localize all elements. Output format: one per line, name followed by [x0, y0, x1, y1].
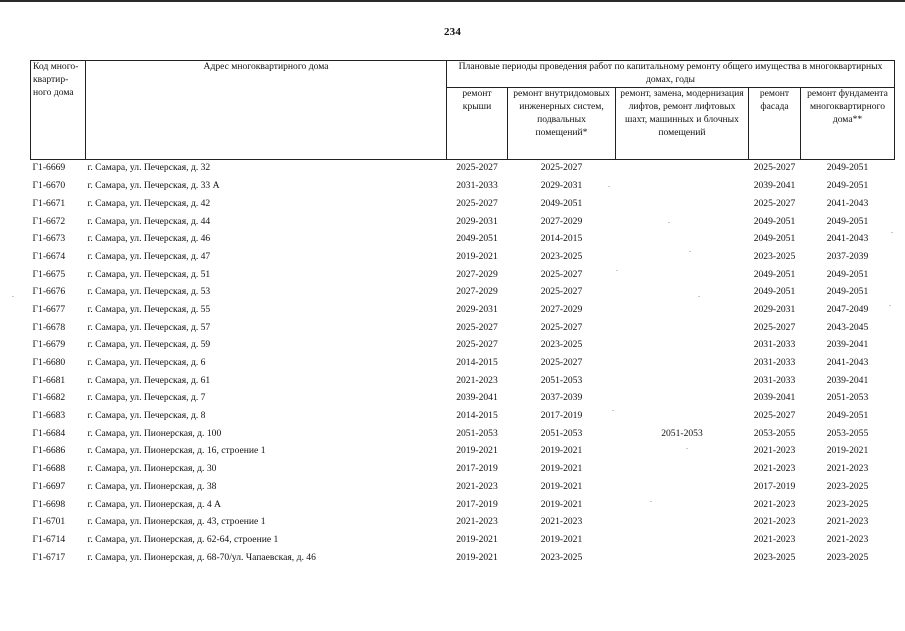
- cell-facade: 2039-2041: [753, 392, 796, 404]
- cell-lifts: [616, 248, 749, 266]
- table-row: [31, 302, 895, 320]
- cell-code: Г1-6717: [32, 551, 66, 563]
- cell-roof: 2025-2027: [456, 197, 498, 209]
- cell-facade: 2021-2023: [753, 463, 796, 475]
- cell-foundation: 2049-2051: [826, 268, 869, 280]
- cell-code: Г1-6676: [32, 286, 66, 298]
- cell-roof: 2014-2015: [456, 410, 498, 422]
- table-row: [31, 549, 895, 567]
- table-row: [31, 461, 895, 479]
- table-row: [31, 425, 895, 443]
- cell-code: Г1-6698: [32, 498, 66, 510]
- cell-address: г. Самара, ул. Печерская, д. 6: [87, 357, 206, 368]
- cell-roof: 2051-2053: [456, 427, 498, 439]
- cell-address: г. Самара, ул. Пионерская, д. 38: [87, 480, 217, 492]
- cell-lifts: [616, 284, 749, 302]
- cell-code: Г1-6681: [32, 374, 66, 386]
- cell-internal-systems: 2014-2015: [540, 233, 583, 245]
- page-number: 234: [443, 26, 462, 38]
- cell-internal-systems: 2027-2029: [540, 215, 583, 227]
- cell-roof: 2021-2023: [456, 374, 498, 386]
- header-lifts: ремонт, замена, модернизация лифтов, ремонт лифтовых шахт, машинных и блочных помещений: [616, 88, 749, 160]
- cell-roof: 2014-2015: [456, 357, 498, 368]
- cell-lifts: [616, 461, 749, 479]
- cell-internal-systems: 2019-2021: [540, 533, 583, 545]
- table-row: [31, 496, 895, 514]
- table-row: [31, 195, 895, 213]
- cell-internal-systems: 2025-2027: [540, 286, 583, 298]
- table-row: [31, 319, 895, 337]
- scan-speck: [686, 448, 688, 449]
- cell-code: Г1-6673: [32, 233, 66, 245]
- header-code: Код много-квартир-ного дома: [31, 61, 86, 160]
- table-row: [31, 284, 895, 302]
- cell-lifts: [616, 514, 749, 532]
- cell-facade: 2049-2051: [753, 233, 796, 245]
- cell-internal-systems: 2023-2025: [540, 250, 583, 262]
- cell-foundation: 2043-2045: [826, 321, 869, 333]
- cell-code: Г1-6683: [32, 410, 66, 422]
- cell-address: г. Самара, ул. Пионерская, д. 30: [87, 463, 217, 475]
- cell-address: г. Самара, ул. Печерская, д. 32: [87, 162, 211, 174]
- cell-code: Г1-6686: [32, 445, 66, 457]
- cell-address: г. Самара, ул. Пионерская, д. 68-70/ул. Чапаевская, д. 46: [87, 551, 316, 563]
- cell-address: г. Самара, ул. Печерская, д. 33 А: [87, 180, 220, 192]
- cell-foundation: 2041-2043: [826, 233, 869, 245]
- cell-roof: 2017-2019: [456, 463, 498, 475]
- cell-lifts: [616, 178, 749, 196]
- cell-foundation: 2051-2053: [826, 392, 869, 404]
- cell-internal-systems: 2019-2021: [540, 463, 583, 475]
- table-row: [31, 337, 895, 355]
- cell-facade: 2049-2051: [753, 215, 796, 227]
- table-header: [31, 61, 895, 160]
- table-row: [31, 514, 895, 532]
- cell-roof: 2027-2029: [456, 286, 498, 298]
- cell-foundation: 2039-2041: [826, 339, 869, 351]
- cell-roof: 2021-2023: [456, 516, 498, 528]
- cell-code: Г1-6674: [32, 250, 66, 262]
- cell-address: г. Самара, ул. Печерская, д. 44: [87, 215, 211, 227]
- cell-address: г. Самара, ул. Пионерская, д. 100: [87, 427, 222, 439]
- cell-address: г. Самара, ул. Пионерская, д. 16, строение 1: [87, 445, 266, 457]
- cell-lifts: [616, 355, 749, 373]
- table-row: [31, 531, 895, 549]
- cell-facade: 2021-2023: [753, 516, 796, 528]
- cell-internal-systems: 2023-2025: [540, 551, 583, 563]
- cell-lifts: [616, 390, 749, 408]
- cell-address: г. Самара, ул. Пионерская, д. 62-64, строение 1: [87, 533, 279, 545]
- table-row: [31, 248, 895, 266]
- cell-address: г. Самара, ул. Печерская, д. 47: [87, 250, 211, 262]
- table-row: [31, 478, 895, 496]
- scan-speck: [608, 186, 610, 187]
- cell-address: г. Самара, ул. Пионерская, д. 43, строение 1: [87, 516, 266, 528]
- cell-roof: 2029-2031: [456, 303, 498, 315]
- cell-address: г. Самара, ул. Печерская, д. 57: [87, 321, 211, 333]
- cell-foundation: 2049-2051: [826, 180, 869, 192]
- cell-lifts: [616, 231, 749, 249]
- cell-facade: 2049-2051: [753, 286, 796, 298]
- cell-facade: 2053-2055: [753, 427, 796, 439]
- cell-internal-systems: 2051-2053: [540, 427, 583, 439]
- cell-lifts: [616, 337, 749, 355]
- cell-facade: 2021-2023: [753, 498, 796, 510]
- cell-internal-systems: 2029-2031: [540, 180, 583, 192]
- cell-facade: 2023-2025: [753, 250, 796, 262]
- cell-code: Г1-6675: [32, 268, 66, 280]
- capital-repair-table: [30, 60, 895, 567]
- cell-lifts: [616, 302, 749, 320]
- cell-roof: 2025-2027: [456, 339, 498, 351]
- table-row: [31, 355, 895, 373]
- scan-speck: [689, 251, 691, 252]
- cell-facade: 2023-2025: [753, 551, 796, 563]
- cell-facade: 2039-2041: [753, 180, 796, 192]
- header-roof: ремонт крыши: [447, 88, 508, 160]
- cell-foundation: 2021-2023: [826, 516, 869, 528]
- cell-internal-systems: 2021-2023: [540, 516, 583, 528]
- cell-roof: 2017-2019: [456, 498, 498, 510]
- cell-internal-systems: 2025-2027: [540, 357, 583, 368]
- cell-code: Г1-6677: [32, 303, 66, 315]
- cell-code: Г1-6678: [32, 321, 66, 333]
- scan-speck: [612, 410, 614, 411]
- cell-lifts: [616, 478, 749, 496]
- cell-code: Г1-6680: [32, 357, 66, 368]
- scan-speck: [650, 501, 652, 502]
- cell-code: Г1-6697: [32, 480, 66, 492]
- table-row: [31, 231, 895, 249]
- cell-internal-systems: 2019-2021: [540, 480, 583, 492]
- cell-code: Г1-6684: [32, 427, 66, 439]
- cell-facade: 2049-2051: [753, 268, 796, 280]
- cell-foundation: 2049-2051: [826, 286, 869, 298]
- header-internal-systems: ремонт внутридомовых инженерных систем, подвальных помещений*: [508, 88, 616, 160]
- cell-foundation: 2023-2025: [826, 551, 869, 563]
- header-foundation: ремонт фундамента многоквартирного дома**: [801, 88, 895, 160]
- scan-speck: [12, 296, 14, 297]
- scan-speck: [891, 232, 893, 233]
- cell-code: Г1-6671: [32, 197, 66, 209]
- cell-code: Г1-6682: [32, 392, 66, 404]
- table-row: [31, 372, 895, 390]
- cell-foundation: 2037-2039: [826, 250, 869, 262]
- cell-foundation: 2021-2023: [826, 463, 869, 475]
- cell-address: г. Самара, ул. Печерская, д. 55: [87, 303, 211, 315]
- cell-lifts: [616, 549, 749, 567]
- cell-address: г. Самара, ул. Печерская, д. 61: [87, 374, 211, 386]
- cell-roof: 2019-2021: [456, 445, 498, 457]
- cell-lifts: [616, 266, 749, 284]
- table-row: [31, 266, 895, 284]
- cell-lifts: [616, 443, 749, 461]
- cell-facade: 2031-2033: [753, 357, 796, 368]
- cell-code: Г1-6688: [32, 463, 66, 475]
- cell-roof: 2031-2033: [456, 180, 498, 192]
- cell-roof: 2029-2031: [456, 215, 498, 227]
- cell-address: г. Самара, ул. Печерская, д. 42: [87, 197, 211, 209]
- scan-speck: [616, 270, 618, 271]
- table-body: [31, 160, 895, 567]
- cell-foundation: 2021-2023: [826, 533, 869, 545]
- cell-roof: 2025-2027: [456, 162, 498, 174]
- cell-code: Г1-6679: [32, 339, 66, 351]
- cell-roof: 2027-2029: [456, 268, 498, 280]
- cell-facade: 2025-2027: [753, 410, 796, 422]
- cell-internal-systems: 2027-2029: [540, 303, 583, 315]
- cell-lifts: [616, 496, 749, 514]
- cell-internal-systems: 2025-2027: [540, 268, 583, 280]
- header-periods-group: Плановые периоды проведения работ по капитальному ремонту общего имущества в многоквартирных домах, годы: [447, 61, 895, 88]
- scan-speck: [889, 305, 891, 306]
- cell-foundation: 2053-2055: [826, 427, 869, 439]
- cell-lifts: [616, 319, 749, 337]
- scan-speck: [698, 296, 700, 297]
- cell-code: Г1-6672: [32, 215, 66, 227]
- cell-foundation: 2049-2051: [826, 162, 869, 174]
- table-row: [31, 160, 895, 178]
- cell-internal-systems: 2051-2053: [540, 374, 583, 386]
- cell-address: г. Самара, ул. Печерская, д. 7: [87, 392, 206, 404]
- header-facade: ремонт фасада: [749, 88, 801, 160]
- cell-internal-systems: 2025-2027: [540, 162, 583, 174]
- top-border-line: [0, 0, 905, 2]
- cell-roof: 2019-2021: [456, 250, 498, 262]
- cell-internal-systems: 2017-2019: [540, 410, 583, 422]
- cell-lifts: [616, 213, 749, 231]
- cell-code: Г1-6670: [32, 180, 66, 192]
- cell-internal-systems: 2023-2025: [540, 339, 583, 351]
- cell-facade: 2031-2033: [753, 339, 796, 351]
- cell-foundation: 2047-2049: [826, 303, 869, 315]
- cell-facade: 2031-2033: [753, 374, 796, 386]
- cell-facade: 2025-2027: [753, 197, 796, 209]
- cell-lifts: [616, 531, 749, 549]
- cell-address: г. Самара, ул. Печерская, д. 59: [87, 339, 211, 351]
- cell-internal-systems: 2025-2027: [540, 321, 583, 333]
- cell-facade: 2025-2027: [753, 162, 796, 174]
- cell-roof: 2019-2021: [456, 533, 498, 545]
- cell-lifts: [616, 372, 749, 390]
- cell-foundation: 2049-2051: [826, 410, 869, 422]
- cell-foundation: 2023-2025: [826, 480, 869, 492]
- cell-code: Г1-6701: [32, 516, 66, 528]
- cell-address: г. Самара, ул. Печерская, д. 46: [87, 233, 211, 245]
- cell-foundation: 2039-2041: [826, 374, 869, 386]
- table-row: [31, 390, 895, 408]
- cell-facade: 2029-2031: [753, 303, 796, 315]
- cell-foundation: 2023-2025: [826, 498, 869, 510]
- cell-lifts: [616, 408, 749, 426]
- header-address: Адрес многоквартирного дома: [86, 61, 447, 160]
- table-row: [31, 178, 895, 196]
- cell-address: г. Самара, ул. Печерская, д. 8: [87, 410, 206, 422]
- cell-foundation: 2019-2021: [826, 445, 869, 457]
- cell-address: г. Самара, ул. Печерская, д. 53: [87, 286, 211, 298]
- cell-roof: 2049-2051: [456, 233, 498, 245]
- cell-facade: 2025-2027: [753, 321, 796, 333]
- cell-foundation: 2041-2043: [826, 357, 869, 368]
- cell-code: Г1-6714: [32, 533, 66, 545]
- cell-internal-systems: 2019-2021: [540, 498, 583, 510]
- table-row: [31, 213, 895, 231]
- cell-roof: 2025-2027: [456, 321, 498, 333]
- cell-code: Г1-6669: [32, 162, 66, 174]
- cell-facade: 2021-2023: [753, 445, 796, 457]
- table-row: [31, 408, 895, 426]
- cell-roof: 2039-2041: [456, 392, 498, 404]
- scan-speck: [668, 222, 670, 223]
- cell-internal-systems: 2049-2051: [540, 197, 583, 209]
- table-row: [31, 443, 895, 461]
- cell-internal-systems: 2019-2021: [540, 445, 583, 457]
- cell-lifts: [616, 195, 749, 213]
- cell-foundation: 2041-2043: [826, 197, 869, 209]
- cell-lifts: 2051-2053: [661, 427, 703, 439]
- cell-address: г. Самара, ул. Печерская, д. 51: [87, 268, 211, 280]
- cell-lifts: [616, 160, 749, 178]
- cell-foundation: 2049-2051: [826, 215, 869, 227]
- cell-roof: 2021-2023: [456, 480, 498, 492]
- cell-facade: 2017-2019: [753, 480, 796, 492]
- cell-facade: 2021-2023: [753, 533, 796, 545]
- cell-address: г. Самара, ул. Пионерская, д. 4 А: [87, 498, 221, 510]
- cell-internal-systems: 2037-2039: [540, 392, 583, 404]
- cell-roof: 2019-2021: [456, 551, 498, 563]
